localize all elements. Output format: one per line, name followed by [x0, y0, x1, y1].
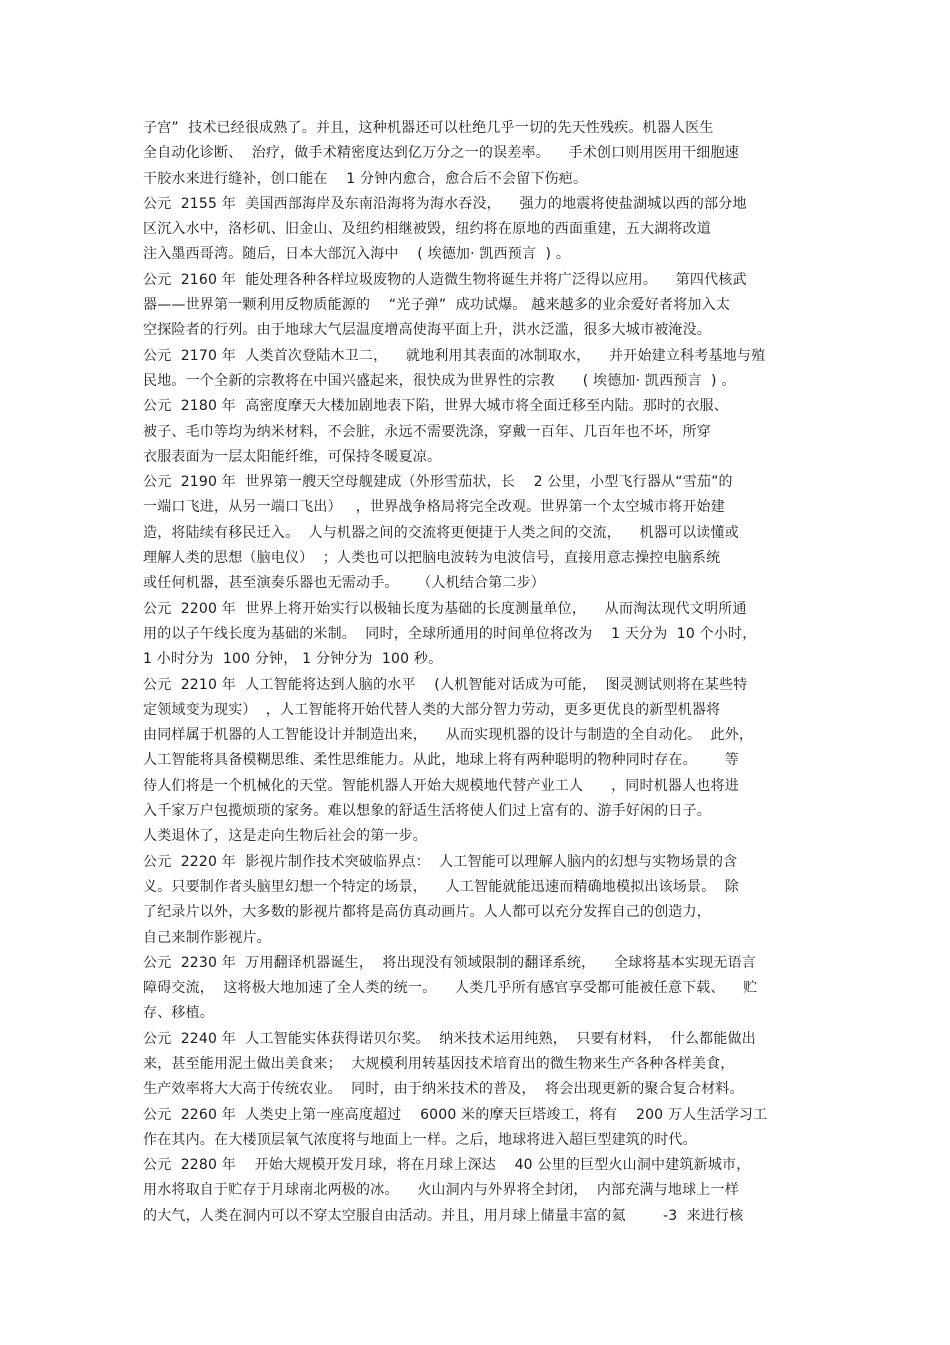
- text-line: 公元 2280 年 开始大规模开发月球，将在月球上深达 40 公里的巨型火山洞中建筑新城市，: [143, 1157, 751, 1174]
- text-line: 衣服表面为一层太阳能纤维，可保持冬暖夏凉。: [143, 448, 442, 465]
- text-line: 的大气，人类在洞内可以不穿太空服自由活动。并且，用月球上储量丰富的氦 -3 来进行核: [143, 1207, 744, 1224]
- text-line: 注入墨西哥湾。随后，日本大部沉入海中 ( 埃德加· 凯西预言 ) 。: [143, 246, 571, 263]
- text-line: 公元 2155 年 美国西部海岸及东南沿海将为海水吞没， 强力的地震将使盐湖城以西的部分地: [143, 195, 747, 212]
- text-line: 自己来制作影视片。: [143, 929, 271, 946]
- text-line: 存、移植。: [143, 1005, 214, 1022]
- text-line: 民地。一个全新的宗教将在中国兴盛起来，很快成为世界性的宗教 ( 埃德加· 凯西预言 ) 。: [143, 372, 736, 389]
- text-line: 干胶水来进行缝补，创口能在 1 分钟内愈合，愈合后不会留下伤疤。: [143, 170, 588, 187]
- text-line: 待人们将是一个机械化的天堂。智能机器人开始大规模地代替产业工人 ，同时机器人也将进: [143, 777, 739, 794]
- text-line: 公元 2240 年 人工智能实体获得诺贝尔奖。 纳米技术运用纯熟， 只要有材料， 什么都能做出: [143, 1030, 756, 1047]
- text-line: 障碍交流， 这将极大地加速了全人类的统一。 人类几乎所有感官享受都可能被任意下载、 贮: [143, 980, 758, 997]
- text-line: 了纪录片以外，大多数的影视片都将是高仿真动画片。人人都可以充分发挥自己的创造力，: [143, 904, 711, 921]
- text-line: 或任何机器，甚至演奏乐器也无需动手。 （人机结合第二步）: [143, 575, 545, 592]
- text-line: 定领域变为现实） ，人工智能将开始代替人类的大部分智力劳动，更多更优良的新型机器将: [143, 701, 721, 718]
- text-line: 区沉入水中，洛杉矶、旧金山、及纽约相继被毁，纽约将在原地的西面重建，五大湖将改道: [143, 221, 711, 238]
- text-line: 公元 2230 年 万用翻译机器诞生， 将出现没有领域限制的翻译系统， 全球将基本实现无语言: [143, 954, 756, 971]
- text-line: 公元 2190 年 世界第一艘天空母舰建成（外形雪茄状，长 2 公里，小型飞行器从“雪茄”的: [143, 474, 733, 491]
- text-line: 公元 2180 年 高密度摩天大楼加剧地表下陷，世界大城市将全面迁移至内陆。那时的衣服、: [143, 398, 729, 415]
- text-line: 入千家万户包揽烦琐的家务。难以想象的舒适生活将使人们过上富有的、游手好闲的日子。: [143, 803, 711, 820]
- text-line: 用水将取自于贮存于月球南北两极的冰。 火山洞内与外界将全封闭， 内部充满与地球上一样: [143, 1182, 739, 1199]
- document-body: [143, 116, 823, 1229]
- text-line: 公元 2210 年 人工智能将达到人脑的水平 (人机智能对话成为可能， 图灵测试则将在某些特: [143, 676, 748, 693]
- text-line: 子宫” 技术已经很成熟了。并且，这种机器还可以杜绝几乎一切的先天性残疾。机器人医生: [143, 120, 714, 136]
- text-line: 一端口飞进，从另一端口飞出） ，世界战争格局将完全改观。世界第一个太空城市将开始建: [143, 499, 725, 516]
- text-line: 用的以子午线长度为基础的米制。 同时，全球所通用的时间单位将改为 1 天分为 10 个小时，: [143, 625, 757, 642]
- text-line: 公元 2160 年 能处理各种各样垃圾废物的人造微生物将诞生并将广泛得以应用。 第四代核武: [143, 271, 747, 288]
- text-line: 由同样属于机器的人工智能设计并制造出来， 从而实现机器的设计与制造的全自动化。 此外，: [143, 727, 754, 744]
- text-line: 公元 2220 年 影视片制作技术突破临界点： 人工智能可以理解人脑内的幻想与实物场景的含: [143, 853, 738, 870]
- text-line: 被子、毛巾等均为纳米材料，不会脏，永远不需要洗涤，穿戴一百年、几百年也不坏，所穿: [143, 423, 711, 440]
- text-line: 公元 2200 年 世界上将开始实行以极轴长度为基础的长度测量单位， 从而淘汰现代文明所通: [143, 600, 747, 617]
- text-line: 公元 2170 年 人类首次登陆木卫二， 就地利用其表面的冰制取水， 并开始建立科考基地与殖: [143, 347, 766, 364]
- text-line: 来，甚至能用泥土做出美食来； 大规模利用转基因技术培育出的微生物来生产各种各样美食，: [143, 1055, 735, 1072]
- text-line: 1 小时分为 100 分钟， 1 分钟分为 100 秒。: [143, 651, 443, 668]
- text-line: 义。只要制作者头脑里幻想一个特定的场景， 人工智能就能迅速而精确地模拟出该场景。 除: [143, 878, 739, 895]
- text-line: 作在其内。在大楼顶层氧气浓度将与地面上一样。之后，地球将进入超巨型建筑的时代。: [143, 1131, 697, 1148]
- text-line: 空探险者的行列。由于地球大气层温度增高使海平面上升，洪水泛滥，很多大城市被淹没。: [143, 322, 711, 339]
- text-line: 人工智能将具备模糊思维、柔性思维能力。从此，地球上将有两种聪明的物种同时存在。 等: [143, 752, 739, 769]
- text-line: 公元 2260 年 人类史上第一座高度超过 6000 米的摩天巨塔竣工，将有 200 万人生活学习工: [143, 1106, 768, 1123]
- text-line: 生产效率将大大高于传统农业。 同时，由于纳米技术的普及， 将会出现更新的聚合复合材料。: [143, 1081, 744, 1098]
- text-line: 造，将陆续有移民迁入。 人与机器之间的交流将更便捷于人类之间的交流， 机器可以读懂或: [143, 524, 739, 541]
- text-line: 人类退休了，这是走向生物后社会的第一步。: [143, 828, 427, 845]
- text-line: 全自动化诊断、 治疗，做手术精密度达到亿万分之一的误差率。 手术创口则用医用干细胞速: [143, 145, 739, 162]
- text-line: 器——世界第一颗利用反物质能源的 “光子弹” 成功试爆。 越来越多的业余爱好者将加入太: [143, 297, 731, 314]
- text-line: 理解人类的思想（脑电仪） ；人类也可以把脑电波转为电波信号，直接用意志操控电脑系统: [143, 550, 721, 567]
